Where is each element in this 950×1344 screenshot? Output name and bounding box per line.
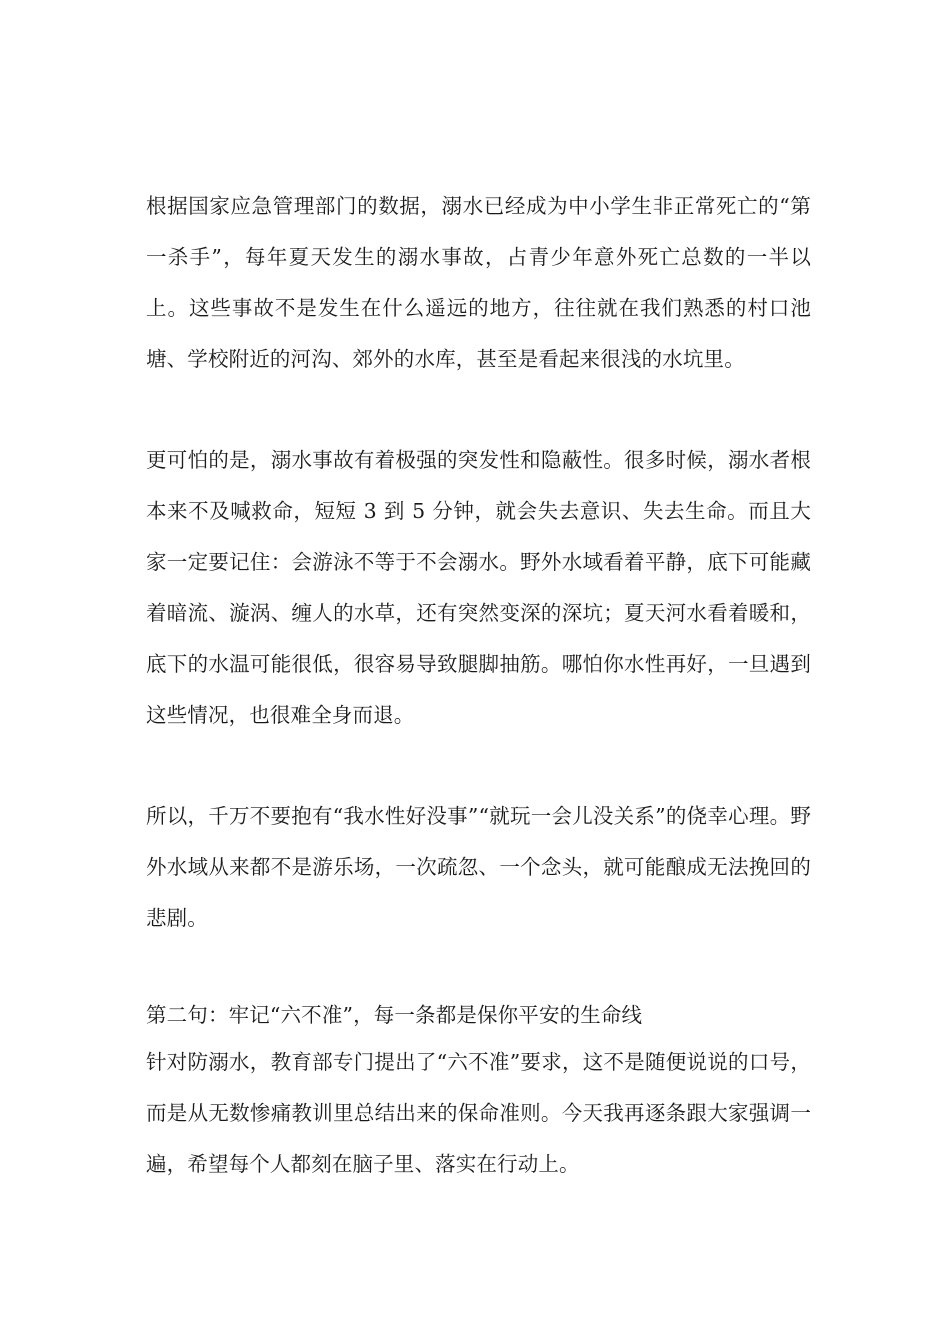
document-body (146, 181, 811, 1240)
section-heading-six-rules: 第二句：牢记“六不准”，每一条都是保你平安的生命线 (146, 1003, 643, 1027)
paragraph-drowning-statistics: 根据国家应急管理部门的数据，溺水已经成为中小学生非正常死亡的“第一杀手”，每年夏天发生的溺水事故，占青少年意外死亡总数的一半以上。这些事故不是发生在什么遥远的地方，往往就在我们熟悉的村口池塘、学校附近的河沟、郊外的水库，甚至是看起来很浅的水坑里。 (146, 194, 811, 371)
paragraph-six-rules-intro: 针对防溺水，教育部专门提出了“六不准”要求，这不是随便说说的口号，而是从无数惨痛教训里总结出来的保命准则。今天我再逐条跟大家强调一遍，希望每个人都刻在脑子里、落实在行动上。 (146, 1050, 811, 1176)
paragraph-no-luck-mindset: 所以，千万不要抱有“我水性好没事”“就玩一会儿没关系”的侥幸心理。野外水域从来都不是游乐场，一次疏忽、一个念头，就可能酿成无法挽回的悲剧。 (146, 804, 811, 930)
paragraph-drowning-dangers: 更可怕的是，溺水事故有着极强的突发性和隐蔽性。很多时候，溺水者根本来不及喊救命，短短 3 到 5 分钟，就会失去意识、失去生命。而且大家一定要记住：会游泳不等于不会溺水。野外水域看着平静，底下可能藏着暗流、漩涡、缠人的水草，还有突然变深的深坑；夏天河水看着暖和，底下的水温可能很低，很容易导致腿脚抽筋。哪怕你水性再好，一旦遇到这些情况，也很难全身而退。 (146, 448, 811, 727)
